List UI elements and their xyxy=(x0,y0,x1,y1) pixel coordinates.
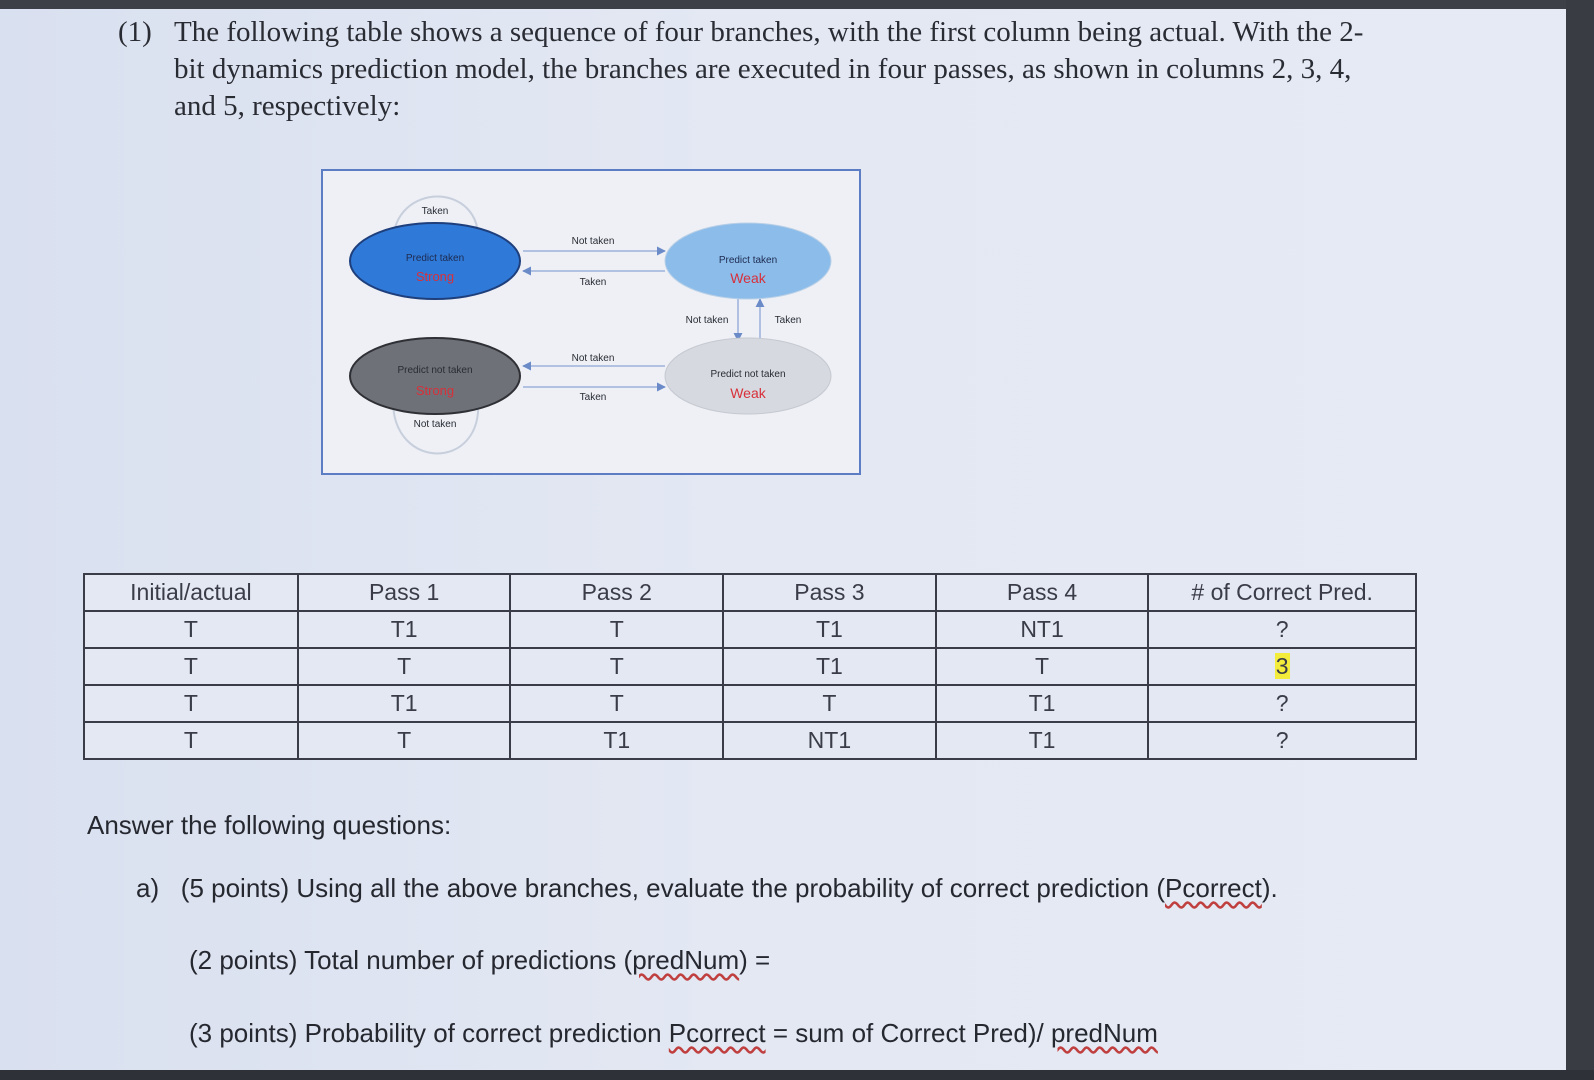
question-a-term: Pcorrect xyxy=(1165,873,1262,903)
edge-top-taken-label: Taken xyxy=(579,277,607,288)
prob-term: Pcorrect xyxy=(668,1018,766,1048)
pred-num-term: predNum xyxy=(632,945,740,975)
question-a-label: a) xyxy=(136,873,160,903)
cell: T xyxy=(510,648,723,685)
question-number: (1) xyxy=(118,16,152,48)
pred-num-pre: (2 points) Total number of predictions ( xyxy=(189,945,633,975)
self-loop-not-taken-label: Not taken xyxy=(413,419,457,430)
prob-term2: predNum xyxy=(1050,1018,1158,1048)
state-predict-not-taken-strong-label: Predict not taken xyxy=(397,365,473,376)
question-text: The following table shows a sequence of four branches, with the first column being actual. With the 2-bit dynamics prediction model, the branches are executed in four passes, as shown in columns 2, 3, 4, and 5, respectively: xyxy=(174,16,1364,122)
cell: T1 xyxy=(510,722,723,759)
cell: T1 xyxy=(298,685,511,722)
header-pass-1: Pass 1 xyxy=(298,574,511,611)
self-loop-taken-label: Taken xyxy=(421,206,449,217)
state-predict-not-taken-strong-word: Strong xyxy=(415,383,455,398)
cell-highlighted xyxy=(1148,648,1416,685)
top-bezel xyxy=(0,0,1594,9)
cell: T xyxy=(84,648,298,685)
cell: NT1 xyxy=(936,611,1149,648)
question-block xyxy=(118,14,1378,125)
cell: T1 xyxy=(936,685,1149,722)
state-predict-taken-weak-label: Predict taken xyxy=(718,255,778,266)
table-row xyxy=(84,722,1416,759)
table-row xyxy=(84,611,1416,648)
header-pass-4: Pass 4 xyxy=(936,574,1149,611)
cell: T xyxy=(936,648,1149,685)
cell: T xyxy=(723,685,936,722)
state-diagram-svg xyxy=(323,171,859,473)
cell: NT1 xyxy=(723,722,936,759)
probability-line xyxy=(189,1018,1158,1049)
pred-num-post: ) = xyxy=(739,945,771,975)
state-predict-not-taken-weak-word: Weak xyxy=(730,385,766,401)
highlighted-value: 3 xyxy=(1275,653,1289,679)
answers-intro: Answer the following questions: xyxy=(87,810,452,840)
state-predict-taken-weak-word: Weak xyxy=(730,270,766,286)
cell: T1 xyxy=(723,611,936,648)
table-row xyxy=(84,648,1416,685)
table-header-row xyxy=(84,574,1416,611)
cell: T xyxy=(298,722,511,759)
prob-mid: = sum of Correct Pred)/ xyxy=(765,1018,1051,1048)
right-bezel xyxy=(1566,0,1594,1080)
pred-num-line xyxy=(189,945,770,976)
question-a-text-pre: (5 points) Using all the above branches, evaluate the probability of correct prediction ( xyxy=(180,873,1166,903)
edge-bottom-not-taken-label: Not taken xyxy=(571,353,615,364)
cell: T1 xyxy=(298,611,511,648)
branch-table xyxy=(83,573,1417,760)
state-predict-not-taken-weak-label: Predict not taken xyxy=(710,369,786,380)
edge-right-not-taken-label: Not taken xyxy=(685,315,729,326)
edge-top-not-taken-label: Not taken xyxy=(571,236,615,247)
prob-pre: (3 points) Probability of correct prediction xyxy=(189,1018,669,1048)
bottom-bezel xyxy=(0,1070,1594,1080)
question-a xyxy=(136,873,1278,904)
cell: T xyxy=(84,722,298,759)
header-initial-actual: Initial/actual xyxy=(84,574,298,611)
header-pass-2: Pass 2 xyxy=(510,574,723,611)
state-predict-not-taken-strong xyxy=(350,338,520,414)
cell: T xyxy=(298,648,511,685)
cell: T1 xyxy=(936,722,1149,759)
cell: T xyxy=(84,611,298,648)
edge-bottom-taken-label: Taken xyxy=(579,392,607,403)
table-row xyxy=(84,685,1416,722)
cell: T xyxy=(84,685,298,722)
state-diagram xyxy=(321,169,861,475)
header-correct-pred: # of Correct Pred. xyxy=(1148,574,1416,611)
cell: ? xyxy=(1148,685,1416,722)
question-a-text-post: ). xyxy=(1261,873,1278,903)
state-predict-taken-strong-word: Strong xyxy=(415,269,455,284)
state-predict-taken-strong-label: Predict taken xyxy=(405,253,465,264)
edge-right-taken-label: Taken xyxy=(774,315,802,326)
cell: T xyxy=(510,611,723,648)
cell: ? xyxy=(1148,611,1416,648)
cell: T1 xyxy=(723,648,936,685)
header-pass-3: Pass 3 xyxy=(723,574,936,611)
cell: T xyxy=(510,685,723,722)
cell: ? xyxy=(1148,722,1416,759)
